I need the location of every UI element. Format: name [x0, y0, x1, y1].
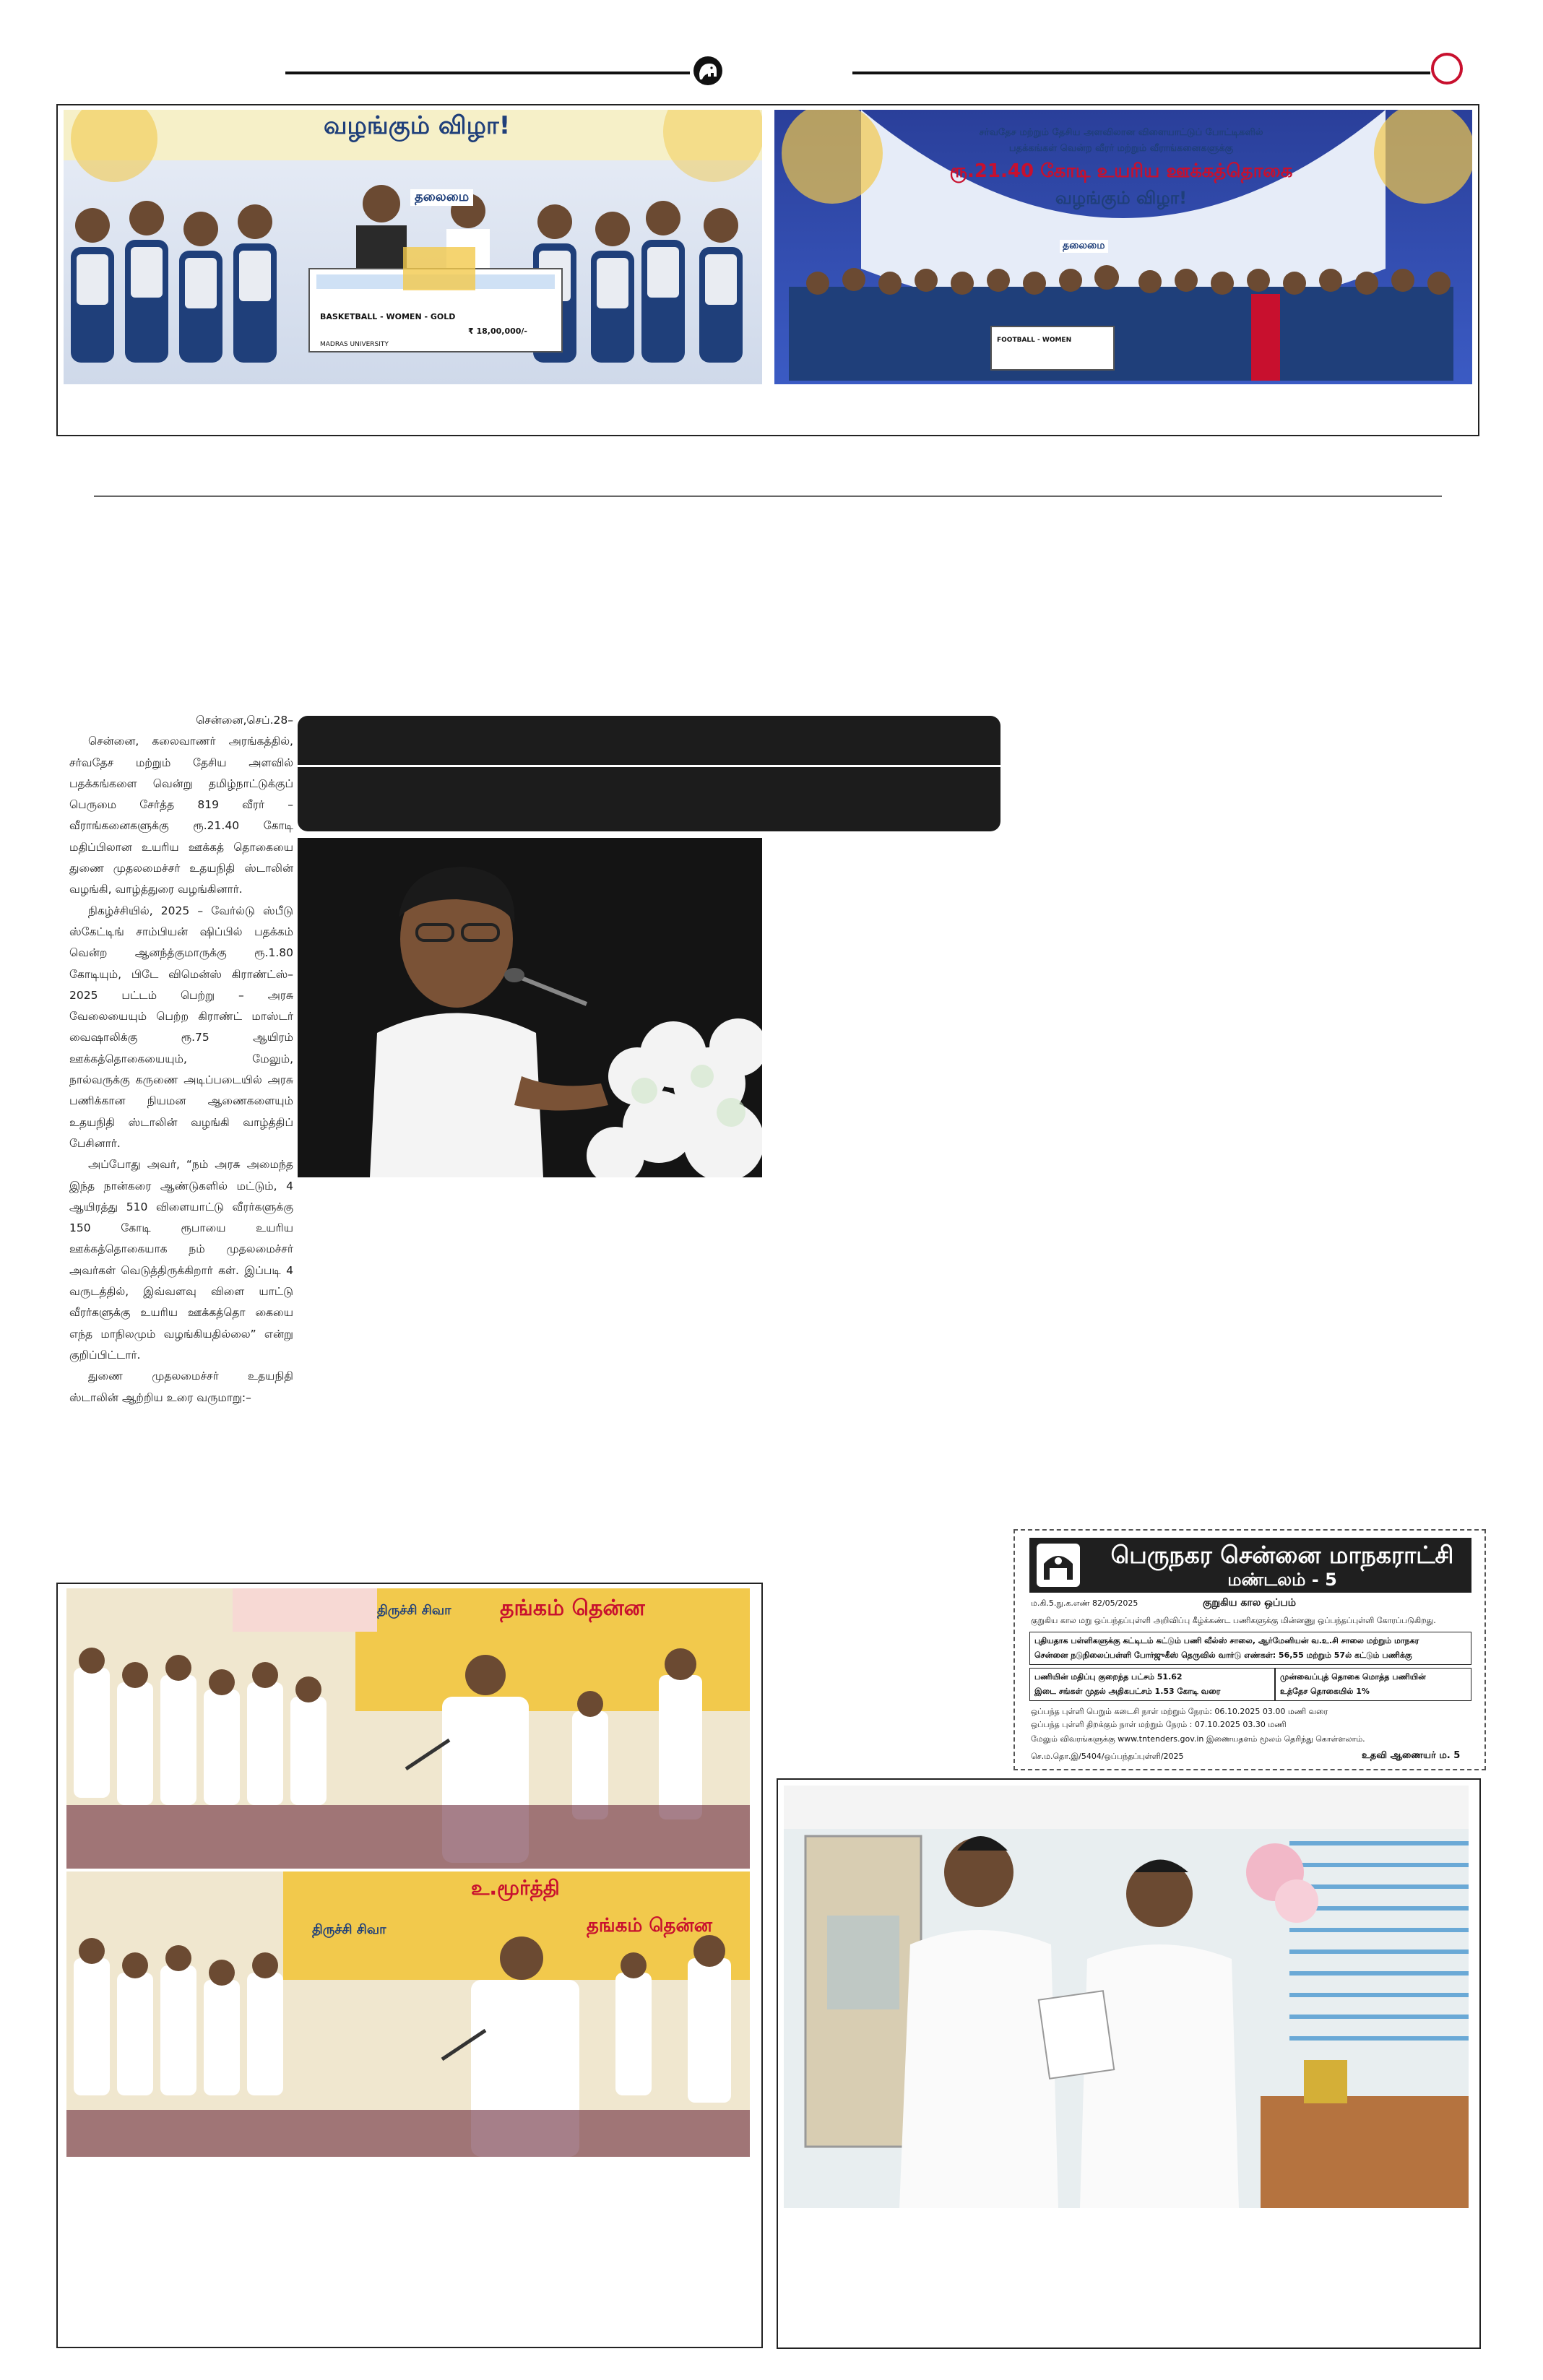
ad-intro: குறுகிய கால மறு ஒப்பந்தப்புள்ளி அறிவிப்பு கீழ்க்கண்ட பணிகளுக்கு மின்னணு ஒப்பந்தப்புள்ளி கோரப்படுகிறது. [1031, 1616, 1436, 1625]
corporation-emblem-icon [1037, 1544, 1080, 1587]
headline-banner-1 [298, 716, 1000, 765]
ad-emd: உத்தேச தொகையில் 1% [1280, 1687, 1370, 1696]
header-rule-left [285, 72, 690, 74]
ad-date-line: ஒப்பந்த புள்ளி திறக்கும் நாள் மற்றும் நேரம் : 07.10.2025 03.30 மணி [1031, 1720, 1287, 1729]
ad-work-desc: சென்னை நடுநிலைப்பள்ளி போர்ஜுகீஸ் தெருவில் வார்டு எண்கள்: 56,55 மற்றும் 57ல் கட்டும் பணிக்கு [1034, 1650, 1412, 1660]
ad-footer-ref: செ.ம.தொ.இ/5404/ஒப்பந்தப்புள்ளி/2025 [1031, 1752, 1184, 1761]
felicitation-photo-basketball [64, 110, 762, 384]
stage-banner-text: தங்கம் தென்ன [500, 1596, 645, 1621]
meeting-photo-bottom [66, 1871, 750, 2157]
banner-line-1: சர்வதேச மற்றும் தேசிய அளவிலான விளையாட்டுப் போட்டிகளில் [979, 127, 1263, 138]
ad-website: மேலும் விவரங்களுக்கு www.tntenders.gov.in இணையதளம் மூலம் தெரிந்து கொள்ளலாம். [1031, 1734, 1365, 1744]
ad-notice-title: குறுகிய கால ஒப்பம் [1203, 1597, 1297, 1609]
ad-work-desc: புதியதாக பள்ளிகளுக்கு கட்டிடம் கட்டும் பணி வீல்ஸ் சாலை, ஆர்மேனியன் வ.உ.சி சாலை மற்றும் மாநகர [1034, 1636, 1419, 1645]
tender-advertisement [1013, 1529, 1486, 1770]
ad-subtitle: மண்டலம் - 5 [1227, 1570, 1337, 1590]
article-body [69, 710, 293, 1408]
cheque-footer: MADRAS UNIVERSITY [320, 341, 389, 348]
stage-banner-text: திருச்சி சிவா [312, 1922, 386, 1937]
cheque-amount: ₹ 18,00,000/- [468, 326, 528, 336]
banner-line-4: வழங்கும் விழா! [1055, 188, 1188, 208]
ad-ref-no: ம.கி.5.நு.க.எண் 82/05/2025 [1031, 1598, 1138, 1608]
ad-header [1029, 1538, 1471, 1593]
podium-text: தலைமை [1060, 240, 1108, 253]
ad-work-table [1029, 1632, 1471, 1665]
ad-value: இடை சங்கள் முதல் அதிகபட்சம் 1.53 கோடி வரை [1034, 1687, 1221, 1696]
banner-line-2: பதக்கங்கள் வென்ற வீரர் மற்றும் வீராங்கனைகளுக்கு [1008, 143, 1234, 154]
speaker-photo [298, 838, 762, 1177]
office-handover-photo [784, 1786, 1469, 2208]
header-rule-right [852, 72, 1430, 74]
ad-value-table [1029, 1668, 1471, 1701]
headline-banner-2 [298, 767, 1000, 831]
stage-banner-text: உ.மூர்த்தி [471, 1876, 560, 1900]
stage-banner-text: திருச்சி சிவா [377, 1603, 451, 1618]
article-dateline: சென்னை,செப்.28– [196, 714, 293, 727]
banner-line-3: ரூ.21.40 கோடி உயரிய ஊக்கத்தொகை [949, 160, 1293, 182]
cheque-label: FOOTBALL - WOMEN [997, 337, 1072, 344]
section-divider [94, 496, 1442, 497]
ad-footer-sign: உதவி ஆணையர் ம. 5 [1362, 1750, 1461, 1761]
stage-banner-text: தங்கம் தென்ன [587, 1915, 712, 1937]
meeting-photo-top [66, 1588, 750, 1869]
cheque-label: BASKETBALL - WOMEN - GOLD [320, 312, 456, 321]
ad-table-divider [1274, 1669, 1276, 1700]
article-paragraph: துணை முதலமைச்சர் உதயநிதி ஸ்டாலின் ஆற்றிய உரை வருமாறு:– [69, 1369, 293, 1404]
ad-emd: முன்வைப்புத் தொகை மொத்த பணியின் [1280, 1672, 1426, 1682]
ad-date-line: ஒப்பந்த புள்ளி பெறும் கடைசி நாள் மற்றும் நேரம்: 06.10.2025 03.00 மணி வரை [1031, 1707, 1328, 1716]
ad-value: பணியின் மதிப்பு குறைந்த பட்சம் 51.62 [1034, 1672, 1183, 1682]
page-number-badge [1431, 53, 1463, 85]
podium-text: தலைமை [410, 189, 473, 206]
article-paragraph: அப்போது அவர், “நம் அரசு அமைந்த இந்த நான்கரை ஆண்டுகளில் மட்டும், 4 ஆயிரத்து 510 விளையாட்டு வீரர்களுக்கு 150 கோடி ரூபாயை உயரிய ஊக்கத்தொகையாக நம் முதலமைச்சர் அவர்கள் வெடுத்திருக்கிறார் கள். இப்படி 4 வருடத்தில், இவ்வளவு விளை யாட்டு வீரர்களுக்கு உயரிய ஊக்கத்தொ கையை எந்த மாநிலமும் வழங்கியதில்லை” என்று குறிப்பிட்டார். [69, 1158, 293, 1362]
elephant-icon [692, 55, 724, 87]
felicitation-photo-football [774, 110, 1472, 384]
banner-text: வழங்கும் விழா! [324, 111, 511, 140]
ad-title: பெருநகர சென்னை மாநகராட்சி [1110, 1541, 1454, 1569]
article-paragraph: நிகழ்ச்சியில், 2025 – வேர்ல்டு ஸ்பீடு ஸ்கேட்டிங் சாம்பியன் ஷிப்பில் பதக்கம் வென்ற ஆனந்த்குமாருக்கு ரூ.1.80 கோடியும், பிடே விமென்ஸ் கிராண்ட்ஸ்–2025 பட்டம் பெற்று – அரசு வேலையையும் பெற்ற கிராண்ட் மாஸ்டர் வைஷாலிக்கு ரூ.75 ஆயிரம் ஊக்கத்தொகையையும், மேலும், நால்வருக்கு கருணை அடிப்படையில் அரசு பணிக்கான நியமன ஆணைகளையும் உதயநிதி ஸ்டாலின் வழங்கி வாழ்த்திப் பேசினார். [69, 904, 293, 1150]
article-paragraph: சென்னை, கலைவாணர் அரங்கத்தில், சர்வதேச மற்றும் தேசிய அளவில் பதக்கங்களை வென்று தமிழ்நாட்டுக்குப் பெருமை சேர்த்த 819 வீரர் – வீராங்கனைகளுக்கு ரூ.21.40 கோடி மதிப்பிலான உயரிய ஊக்கத் தொகையை துணை முதலமைச்சர் உதயநிதி ஸ்டாலின் வழங்கி, வாழ்த்துரை வழங்கினார். [69, 735, 293, 896]
